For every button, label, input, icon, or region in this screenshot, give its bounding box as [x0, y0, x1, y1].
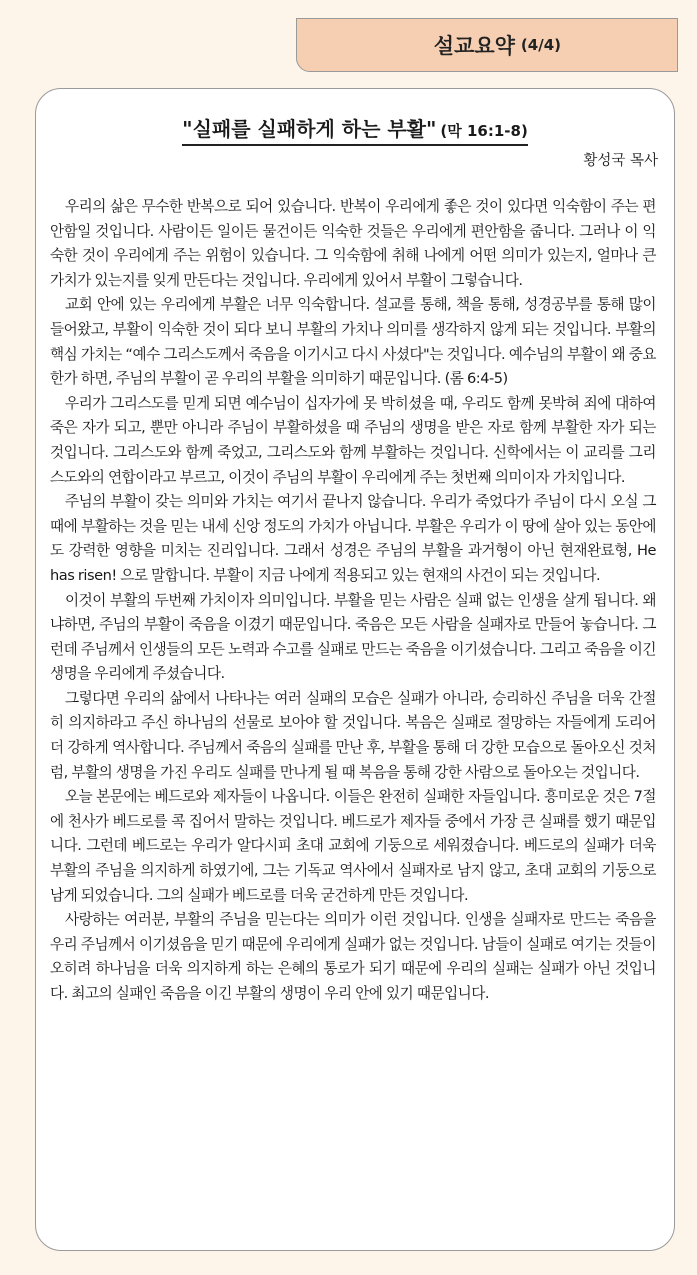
sermon-title-text: "실패를 실패하게 하는 부활" [182, 117, 437, 141]
section-page-indicator: (4/4) [520, 36, 561, 54]
paragraph: 우리의 삶은 무수한 반복으로 되어 있습니다. 반복이 우리에게 좋은 것이 있다면 익숙함이 주는 편안함일 것입니다. 사람이든 일이든 물건이든 익숙한 것들은 우리에게 편안함을 줍니다. 그러나 이 익숙한 것이 우리에게 주는 위험이 있습니다. 그 익숙함에 취해 나에게 어떤 의미가 있는지, 얼마나 큰 가치가 있는지를 잊게 만든다는 것입니다. 우리에게 있어서 부활이 그렇습니다. [50, 198, 656, 289]
sermon-card [35, 88, 675, 1251]
sermon-author: 황성국 목사 [583, 153, 658, 169]
section-header-tab [296, 18, 678, 72]
section-title: 설교요약 [433, 34, 515, 58]
paragraph: 오늘 본문에는 베드로와 제자들이 나옵니다. 이들은 완전히 실패한 자들입니다. 흥미로운 것은 7절에 천사가 베드로를 콕 집어서 말하는 것입니다. 베드로가 제자들 중에서 가장 큰 실패를 했기 때문입니다. 그런데 베드로는 우리가 알다시피 초대 교회에 기둥으로 세워졌습니다. 베드로의 실패가 더욱 부활의 주님을 의지하게 하였기에, 그는 기독교 역사에서 실패자로 남지 않고, 초대 교회의 기둥으로 남게 되었습니다. 그의 실패가 베드로를 더욱 굳건하게 만든 것입니다. [50, 788, 656, 904]
paragraph: 그렇다면 우리의 삶에서 나타나는 여러 실패의 모습은 실패가 아니라, 승리하신 주님을 더욱 간절히 의지하라고 주신 하나님의 선물로 보아야 할 것입니다. 복음은 실패로 절망하는 자들에게 도리어 더 강하게 역사합니다. 주님께서 죽음의 실패를 만난 후, 부활을 통해 더 강한 모습으로 돌아오신 것처럼, 부활의 생명을 가진 우리도 실패를 만나게 될 때 복음을 통해 강한 사람으로 돌아오는 것입니다. [50, 689, 656, 781]
sermon-body [50, 195, 656, 1007]
paragraph: 우리가 그리스도를 믿게 되면 예수님이 십자가에 못 박히셨을 때, 우리도 함께 못박혀 죄에 대하여 죽은 자가 되고, 뿐만 아니라 주님이 부활하셨을 때 주님의 생명을 받은 자로 함께 부활한 자가 되는 것입니다. 그리스도와 함께 죽었고, 그리스도와 함께 부활하는 것입니다. 신학에서는 이 교리를 그리스도와의 연합이라고 부르고, 이것이 주님의 부활이 우리에게 주는 첫번째 의미이자 가치입니다. [50, 394, 656, 486]
paragraph: 교회 안에 있는 우리에게 부활은 너무 익숙합니다. 설교를 통해, 책을 통해, 성경공부를 통해 많이 들어왔고, 부활이 익숙한 것이 되다 보니 부활의 가치나 의미를 생각하지 않게 되는 것입니다. 부활의 핵심 가치는 “예수 그리스도께서 죽음을 이기시고 다시 사셨다"는 것입니다. 예수님의 부활이 왜 중요한가 하면, 주님의 부활이 곧 우리의 부활을 의미하기 때문입니다. (롬 6:4-5) [50, 296, 656, 388]
paragraph: 이것이 부활의 두번째 가치이자 의미입니다. 부활을 믿는 사람은 실패 없는 인생을 살게 됩니다. 왜냐하면, 주님의 부활이 죽음을 이겼기 때문입니다. 죽음은 모든 사람을 실패자로 만들어 놓습니다. 그런데 주님께서 인생들의 모든 노력과 수고를 실패로 만드는 죽음을 이기셨습니다. 그리고 죽음을 이긴 생명을 우리에게 주셨습니다. [50, 591, 656, 683]
sermon-title [182, 117, 528, 146]
paragraph: 주님의 부활이 갖는 의미와 가치는 여기서 끝나지 않습니다. 우리가 죽었다가 주님이 다시 오실 그 때에 부활하는 것을 믿는 내세 신앙 정도의 가치가 아닙니다. 부활은 우리가 이 땅에 살아 있는 동안에도 강력한 영향을 미치는 진리입니다. 그래서 성경은 주님의 부활을 과거형이 아닌 현재완료형, He has risen! 으로 말합니다. 부활이 지금 나에게 적용되고 있는 현재의 사건이 되는 것입니다. [50, 493, 656, 584]
sermon-title-row [36, 117, 674, 146]
scripture-reference: (막 16:1-8) [440, 122, 528, 140]
paragraph: 사랑하는 여러분, 부활의 주님을 믿는다는 의미가 이런 것입니다. 인생을 실패자로 만드는 죽음을 우리 주님께서 이기셨음을 믿기 때문에 우리에게 실패가 없는 것입니다. 남들이 실패로 여기는 것들이 오히려 하나님을 더욱 의지하게 하는 은혜의 통로가 되기 때문에 우리의 실패는 실패가 아닌 것입니다. 최고의 실패인 죽음을 이긴 부활의 생명이 우리 안에 있기 때문입니다. [50, 911, 656, 1002]
